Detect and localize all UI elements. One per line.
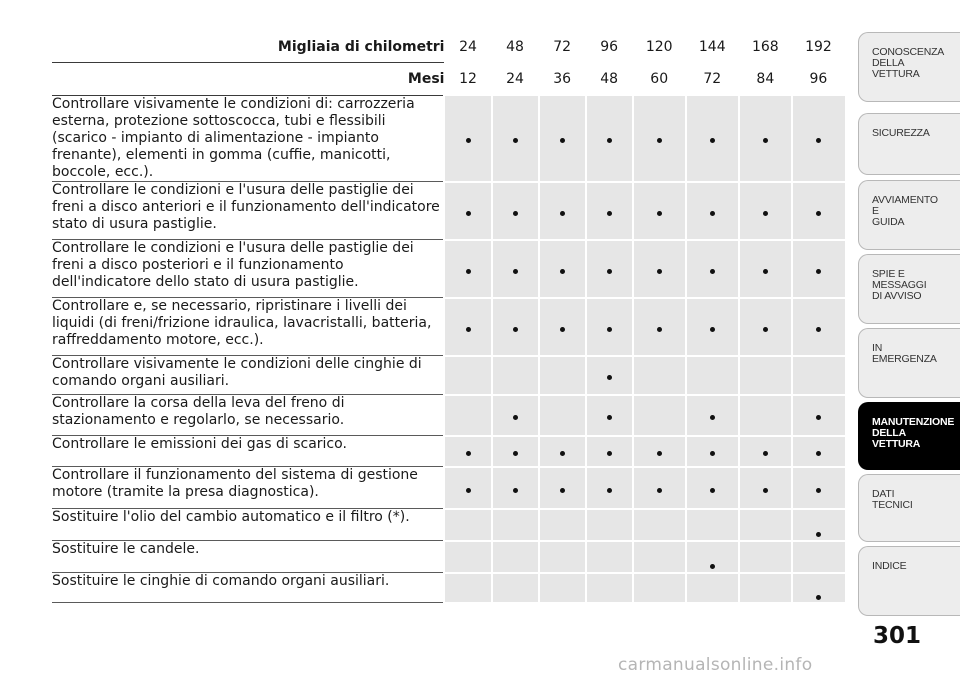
chapter-tab-label: DATI	[872, 488, 895, 500]
chapter-tab-label: MANUTENZIONE	[872, 416, 955, 428]
interval-cell	[739, 356, 792, 395]
interval-cell	[792, 356, 845, 395]
check-bullet	[816, 532, 821, 537]
months-header-0: 12	[459, 71, 477, 87]
check-bullet	[607, 269, 612, 274]
check-bullet	[607, 327, 612, 332]
interval-cell	[792, 240, 845, 298]
page-number: 301	[872, 623, 921, 649]
check-bullet	[560, 138, 565, 143]
interval-cell	[792, 509, 845, 541]
interval-cell	[539, 182, 586, 240]
header-km-row	[52, 32, 845, 63]
schedule-row	[52, 395, 845, 436]
months-header-5: 72	[703, 71, 722, 87]
check-bullet	[466, 269, 471, 274]
interval-cell	[686, 436, 739, 467]
interval-cell	[539, 436, 586, 467]
check-bullet	[513, 415, 518, 420]
check-bullet	[607, 488, 612, 493]
interval-cell	[492, 573, 539, 603]
check-bullet	[607, 375, 612, 380]
check-bullet	[607, 138, 612, 143]
check-bullet	[560, 327, 565, 332]
check-bullet	[763, 327, 768, 332]
operation-description: Sostituire le cinghie di comando organi ausiliari.	[52, 573, 444, 603]
interval-cell	[444, 541, 491, 573]
interval-cell	[492, 509, 539, 541]
header-months-row	[52, 63, 845, 96]
interval-cell	[792, 96, 845, 182]
schedule-row	[52, 573, 845, 603]
km-header-6: 168	[751, 39, 779, 56]
interval-cell	[586, 436, 633, 467]
interval-cell	[586, 96, 633, 182]
interval-cell	[444, 467, 491, 509]
check-bullet	[560, 451, 565, 456]
interval-cell	[633, 395, 686, 436]
interval-cell	[539, 467, 586, 509]
chapter-tab-label: AVVIAMENTO	[872, 194, 938, 206]
interval-cell	[686, 541, 739, 573]
check-bullet	[710, 138, 715, 143]
operation-description: Controllare le emissioni dei gas di scarico.	[52, 436, 444, 467]
check-bullet	[710, 488, 715, 493]
check-bullet	[710, 415, 715, 420]
chapter-tab[interactable]	[858, 328, 960, 398]
months-header-3: 48	[600, 71, 619, 87]
interval-cell	[586, 182, 633, 240]
check-bullet	[560, 211, 565, 216]
check-bullet	[607, 451, 612, 456]
chapter-tab-label: DELLA	[872, 57, 905, 69]
months-header-label: Mesi	[407, 71, 445, 87]
schedule-row	[52, 509, 845, 541]
check-bullet	[657, 269, 662, 274]
interval-cell	[633, 356, 686, 395]
interval-cell	[792, 395, 845, 436]
interval-cell	[686, 96, 739, 182]
km-header-label: Migliaia di chilometri	[52, 32, 444, 63]
interval-cell	[492, 395, 539, 436]
interval-cell	[686, 240, 739, 298]
operation-description: Controllare e, se necessario, ripristinare i livelli dei liquidi (di freni/frizione idraulica, lavacristalli, batteria, raffreddamento motore, ecc.).	[52, 298, 444, 356]
interval-cell	[492, 240, 539, 298]
interval-cell	[444, 298, 491, 356]
months-header-2: 36	[553, 71, 572, 87]
interval-cell	[739, 298, 792, 356]
km-header-7: 192	[805, 39, 832, 56]
schedule-row	[52, 240, 845, 298]
check-bullet	[466, 138, 471, 143]
check-bullet	[607, 211, 612, 216]
interval-cell	[492, 356, 539, 395]
interval-cell	[686, 509, 739, 541]
interval-cell	[539, 298, 586, 356]
check-bullet	[657, 488, 662, 493]
interval-cell	[539, 541, 586, 573]
operation-description: Controllare le condizioni e l'usura delle pastiglie dei freni a disco anteriori e il funzionamento dell'indicatore stato di usura pastiglie.	[52, 182, 444, 240]
chapter-tab-label: MESSAGGI	[872, 279, 927, 291]
interval-cell	[586, 240, 633, 298]
chapter-tab-label: IN	[872, 342, 883, 354]
check-bullet	[710, 269, 715, 274]
schedule-row	[52, 182, 845, 240]
interval-cell	[739, 182, 792, 240]
check-bullet	[763, 269, 768, 274]
interval-cell	[539, 509, 586, 541]
interval-cell	[686, 573, 739, 603]
chapter-tab-label: INDICE	[872, 560, 907, 572]
interval-cell	[633, 436, 686, 467]
operation-description: Controllare visivamente le condizioni delle cinghie di comando organi ausiliari.	[52, 356, 444, 395]
interval-cell	[792, 298, 845, 356]
chapter-tab[interactable]	[858, 402, 960, 470]
months-header-6: 84	[756, 71, 775, 87]
interval-cell	[739, 509, 792, 541]
check-bullet	[710, 211, 715, 216]
check-bullet	[816, 415, 821, 420]
km-header-5: 144	[698, 39, 726, 56]
interval-cell	[686, 467, 739, 509]
check-bullet	[763, 138, 768, 143]
chapter-tab-label: DELLA	[872, 427, 906, 439]
months-header-1: 24	[506, 71, 524, 87]
schedule-row	[52, 541, 845, 573]
interval-cell	[739, 240, 792, 298]
check-bullet	[816, 327, 821, 332]
interval-cell	[633, 96, 686, 182]
chapter-tab[interactable]	[858, 180, 960, 250]
km-header-0: 24	[459, 39, 477, 56]
interval-cell	[586, 298, 633, 356]
interval-cell	[739, 573, 792, 603]
interval-cell	[792, 541, 845, 573]
check-bullet	[763, 488, 768, 493]
interval-cell	[586, 467, 633, 509]
check-bullet	[816, 451, 821, 456]
operation-description: Sostituire l'olio del cambio automatico e il filtro (*).	[52, 509, 444, 541]
interval-cell	[586, 573, 633, 603]
check-bullet	[816, 211, 821, 216]
interval-cell	[539, 356, 586, 395]
months-header-7: 96	[809, 71, 828, 87]
check-bullet	[560, 488, 565, 493]
interval-cell	[539, 395, 586, 436]
chapter-tab-label: DI AVVISO	[872, 290, 922, 302]
interval-cell	[492, 96, 539, 182]
check-bullet	[466, 451, 471, 456]
schedule-row	[52, 467, 845, 509]
interval-cell	[739, 436, 792, 467]
interval-cell	[739, 541, 792, 573]
schedule-row	[52, 298, 845, 356]
chapter-tab-label: CONOSCENZA	[872, 46, 945, 58]
check-bullet	[816, 138, 821, 143]
operation-description: Sostituire le candele.	[52, 541, 444, 573]
interval-cell	[633, 240, 686, 298]
operation-description: Controllare la corsa della leva del freno di stazionamento e regolarlo, se necessario.	[52, 395, 444, 436]
chapter-tab-label: EMERGENZA	[872, 353, 937, 365]
chapter-tab[interactable]	[858, 254, 960, 324]
interval-cell	[492, 298, 539, 356]
interval-cell	[586, 541, 633, 573]
interval-cell	[792, 182, 845, 240]
interval-cell	[686, 182, 739, 240]
interval-cell	[444, 96, 491, 182]
check-bullet	[607, 415, 612, 420]
chapter-tab-label: E	[872, 205, 879, 217]
interval-cell	[686, 395, 739, 436]
chapter-tab[interactable]	[858, 546, 960, 616]
interval-cell	[633, 298, 686, 356]
check-bullet	[710, 564, 715, 569]
check-bullet	[763, 451, 768, 456]
chapter-tab-label: GUIDA	[872, 216, 905, 228]
interval-cell	[444, 509, 491, 541]
chapter-tab-label: SICUREZZA	[872, 127, 930, 139]
check-bullet	[466, 327, 471, 332]
interval-cell	[492, 182, 539, 240]
check-bullet	[513, 269, 518, 274]
interval-cell	[792, 436, 845, 467]
interval-cell	[739, 395, 792, 436]
interval-cell	[539, 573, 586, 603]
km-header-1: 48	[506, 39, 524, 56]
check-bullet	[513, 138, 518, 143]
chapter-tab-label: VETTURA	[872, 438, 921, 450]
interval-cell	[633, 573, 686, 603]
interval-cell	[633, 182, 686, 240]
check-bullet	[466, 488, 471, 493]
interval-cell	[444, 182, 491, 240]
check-bullet	[657, 138, 662, 143]
check-bullet	[657, 451, 662, 456]
interval-cell	[444, 395, 491, 436]
interval-cell	[492, 541, 539, 573]
km-header-4: 120	[645, 39, 673, 56]
check-bullet	[763, 211, 768, 216]
chapter-tab-label: SPIE E	[872, 268, 905, 280]
interval-cell	[492, 467, 539, 509]
interval-cell	[633, 509, 686, 541]
operation-description: Controllare il funzionamento del sistema di gestione motore (tramite la presa diagnostica).	[52, 467, 444, 509]
interval-cell	[586, 395, 633, 436]
watermark: carmanualsonline.info	[618, 655, 813, 675]
check-bullet	[513, 488, 518, 493]
check-bullet	[816, 269, 821, 274]
interval-cell	[792, 573, 845, 603]
check-bullet	[513, 211, 518, 216]
interval-cell	[539, 240, 586, 298]
operation-description: Controllare le condizioni e l'usura delle pastiglie dei freni a disco posteriori e il funzionamento dell'indicatore dello stato di usura pastiglie.	[52, 240, 444, 298]
check-bullet	[816, 595, 821, 600]
maintenance-schedule-table	[52, 32, 845, 604]
interval-cell	[633, 467, 686, 509]
interval-cell	[444, 436, 491, 467]
check-bullet	[710, 451, 715, 456]
check-bullet	[560, 269, 565, 274]
chapter-tab-label: VETTURA	[872, 68, 920, 80]
chapter-tab[interactable]	[858, 113, 960, 175]
interval-cell	[686, 298, 739, 356]
interval-cell	[686, 356, 739, 395]
chapter-tab[interactable]	[858, 32, 960, 102]
schedule-row	[52, 436, 845, 467]
check-bullet	[657, 211, 662, 216]
interval-cell	[586, 509, 633, 541]
schedule-row	[52, 356, 845, 395]
interval-cell	[586, 356, 633, 395]
km-header-2: 72	[553, 39, 572, 56]
check-bullet	[816, 488, 821, 493]
km-header-3: 96	[600, 39, 619, 56]
check-bullet	[466, 211, 471, 216]
interval-cell	[444, 573, 491, 603]
chapter-tab-label: TECNICI	[872, 499, 913, 511]
interval-cell	[739, 467, 792, 509]
check-bullet	[513, 451, 518, 456]
chapter-tab[interactable]	[858, 474, 960, 542]
interval-cell	[444, 240, 491, 298]
interval-cell	[633, 541, 686, 573]
check-bullet	[657, 327, 662, 332]
interval-cell	[444, 356, 491, 395]
interval-cell	[492, 436, 539, 467]
schedule-row	[52, 96, 845, 182]
check-bullet	[513, 327, 518, 332]
check-bullet	[710, 327, 715, 332]
months-header-4: 60	[650, 71, 669, 87]
interval-cell	[539, 96, 586, 182]
interval-cell	[792, 467, 845, 509]
interval-cell	[739, 96, 792, 182]
operation-description: Controllare visivamente le condizioni di: carrozzeria esterna, protezione sottoscocca, tubi e flessibili (scarico - impianto di alimentazione - impianto frenante), elementi in gomma (cuffie, manicotti, boccole, ecc.).	[52, 96, 444, 182]
